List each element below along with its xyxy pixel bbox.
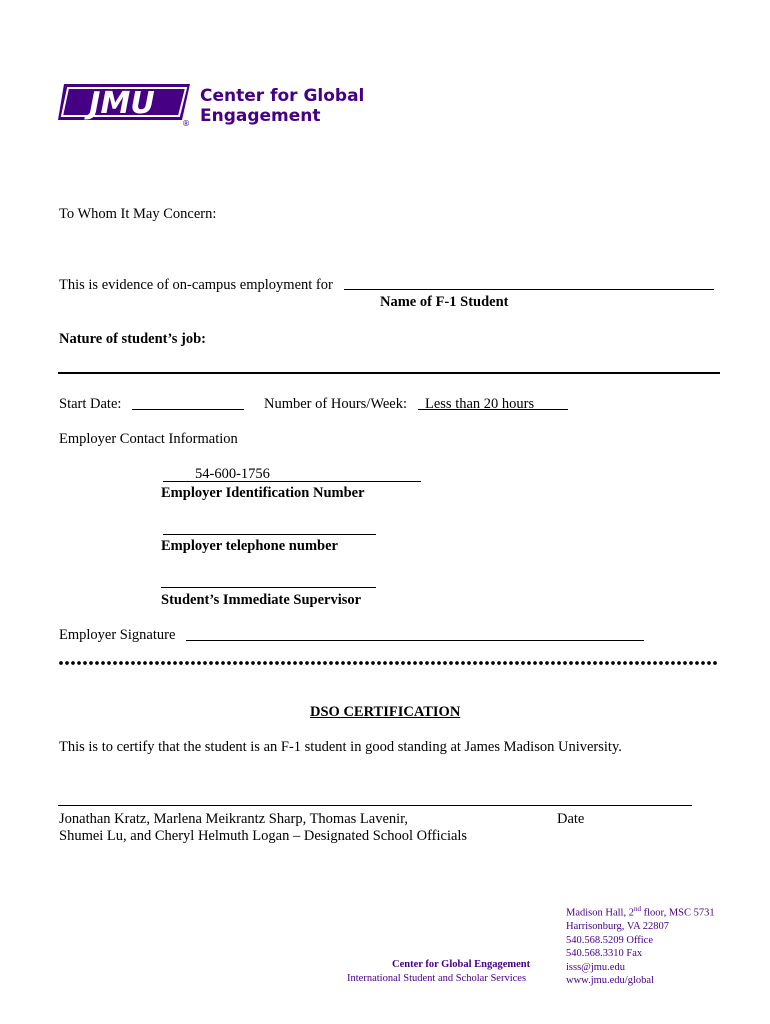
footer-website[interactable]: www.jmu.edu/global — [566, 975, 654, 986]
footer-fax: 540.568.3310 Fax — [566, 948, 643, 959]
logo-line-2: Engagement — [200, 106, 321, 126]
dotted-separator — [58, 660, 718, 666]
registered-mark: ® — [182, 119, 190, 128]
phone-line[interactable] — [163, 534, 376, 535]
ein-value: 54-600-1756 — [195, 466, 270, 482]
dso-statement: This is to certify that the student is an F-1 student in good standing at James Madison University. — [59, 739, 622, 755]
employer-signature-line[interactable] — [186, 640, 644, 641]
footer-org-sub: International Student and Scholar Services — [347, 973, 527, 984]
footer-org-name: Center for Global Engagement — [392, 959, 531, 970]
employer-signature-label: Employer Signature — [59, 627, 176, 643]
jmu-logo-letters: JMU — [89, 86, 155, 121]
evidence-text: This is evidence of on-campus employment for — [59, 277, 333, 293]
phone-label: Employer telephone number — [161, 538, 338, 554]
logo-wordmark — [200, 86, 364, 126]
footer-address-line-1: Madison Hall, 2nd floor, MSC 5731 — [566, 905, 715, 919]
jmu-cge-logo — [58, 80, 368, 128]
nature-of-job-label: Nature of student’s job: — [59, 331, 207, 347]
footer-office-phone: 540.568.5209 Office — [566, 934, 653, 946]
nature-of-job-line[interactable] — [58, 372, 720, 374]
dso-signature-line[interactable] — [58, 805, 692, 806]
supervisor-line[interactable] — [161, 587, 376, 588]
start-date-label: Start Date: — [59, 396, 122, 412]
dso-officials-line-1: Jonathan Kratz, Marlena Meikrantz Sharp, Thomas Lavenir, — [59, 811, 409, 827]
ein-label: Employer Identification Number — [161, 485, 365, 501]
dso-officials-line-2: Shumei Lu, and Cheryl Helmuth Logan – Designated School Officials — [59, 828, 468, 844]
employer-contact-label: Employer Contact Information — [59, 431, 238, 447]
footer-address — [566, 903, 715, 988]
hours-value: Less than 20 hours — [425, 396, 535, 412]
student-name-line[interactable] — [344, 289, 714, 290]
dso-title: DSO CERTIFICATION — [310, 704, 461, 720]
footer-email[interactable]: isss@jmu.edu — [566, 961, 625, 973]
start-date-line[interactable] — [132, 409, 244, 410]
logo-line-1: Center for Global — [200, 86, 365, 106]
footer-address-line-2: Harrisonburg, VA 22807 — [566, 921, 669, 932]
supervisor-label: Student’s Immediate Supervisor — [161, 592, 362, 608]
student-name-caption: Name of F-1 Student — [380, 294, 509, 310]
jmu-logo-mark — [58, 80, 198, 128]
date-label: Date — [557, 811, 585, 827]
hours-label: Number of Hours/Week: — [264, 396, 407, 412]
salutation: To Whom It May Concern: — [59, 206, 217, 222]
